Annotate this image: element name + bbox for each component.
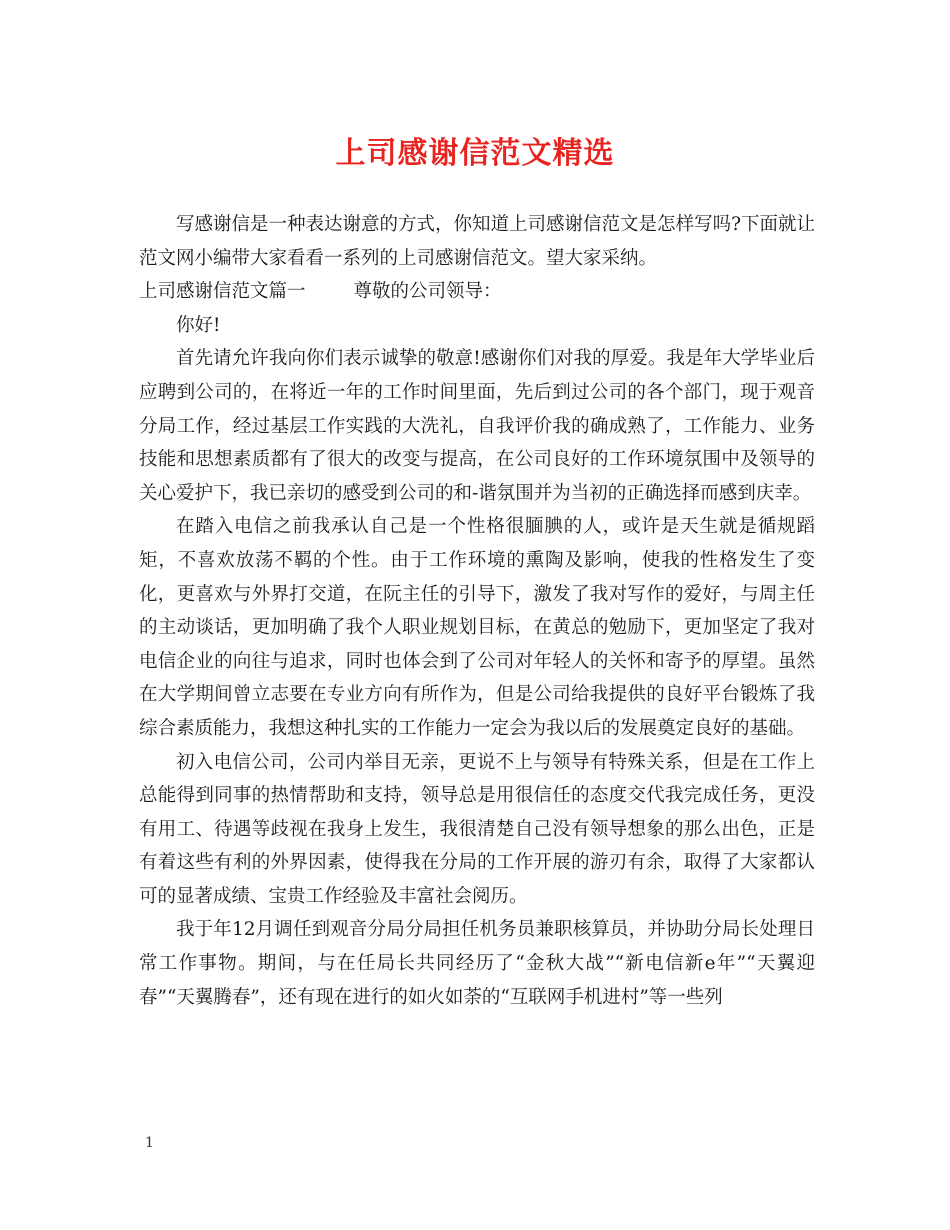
page-number: 1 [145,1135,154,1151]
salutation: 尊敬的公司领导： [353,281,502,303]
page-title: 上司感谢信范文精选 [335,136,615,171]
section-heading: 上司感谢信范文篇一 [139,281,306,303]
body-paragraph: 我于年12月调任到观音分局分局担任机务员兼职核算员，并协助分局长处理日常工作事物。期间，与在任局长共同经历了“金秋大战”“新电信新e年”“天翼迎春”“天翼腾春”，还有现在进行的如火如荼的“互联网手机进村”等一些列 [139,919,815,1008]
body-paragraph: 在踏入电信之前我承认自己是一个性格很腼腆的人，或许是天生就是循规蹈矩，不喜欢放荡不羁的个性。由于工作环境的熏陶及影响，使我的性格发生了变化，更喜欢与外界打交道，在阮主任的引导下，激发了我对写作的爱好，与周主任的主动谈话，更加明确了我个人职业规划目标，在黄总的勉励下，更加坚定了我对电信企业的向往与追求，同时也体会到了公司对年轻人的关怀和寄予的厚望。虽然在大学期间曾立志要在专业方向有所作为，但是公司给我提供的良好平台锻炼了我综合素质能力，我想这种扎实的工作能力一定会为我以后的发展奠定良好的基础。 [139,516,815,739]
section-line [139,275,815,309]
intro-paragraph: 写感谢信是一种表达谢意的方式，你知道上司感谢信范文是怎样写吗?下面就让范文网小编带大家看看一系列的上司感谢信范文。望大家采纳。 [139,214,815,269]
greeting: 你好! [176,314,221,336]
body-paragraph: 初入电信公司，公司内举目无亲，更说不上与领导有特殊关系，但是在工作上总能得到同事的热情帮助和支持，领导总是用很信任的态度交代我完成任务，更没有用工、待遇等歧视在我身上发生，我很清楚自己没有领导想象的那么出色，正是有着这些有利的外界因素，使得我在分局的工作开展的游刃有余，取得了大家都认可的显著成绩、宝贵工作经验及丰富社会阅历。 [139,751,815,907]
document-body [139,208,815,1014]
body-paragraph: 首先请允许我向你们表示诚挚的敬意!感谢你们对我的厚爱。我是年大学毕业后应聘到公司的，在将近一年的工作时间里面，先后到过公司的各个部门，现于观音分局工作，经过基层工作实践的大洗礼，自我评价我的确成熟了，工作能力、业务技能和思想素质都有了很大的改变与提高，在公司良好的工作环境氛围中及领导的关心爱护下，我已亲切的感受到公司的和-谐氛围并为当初的正确选择而感到庆幸。 [139,348,815,504]
